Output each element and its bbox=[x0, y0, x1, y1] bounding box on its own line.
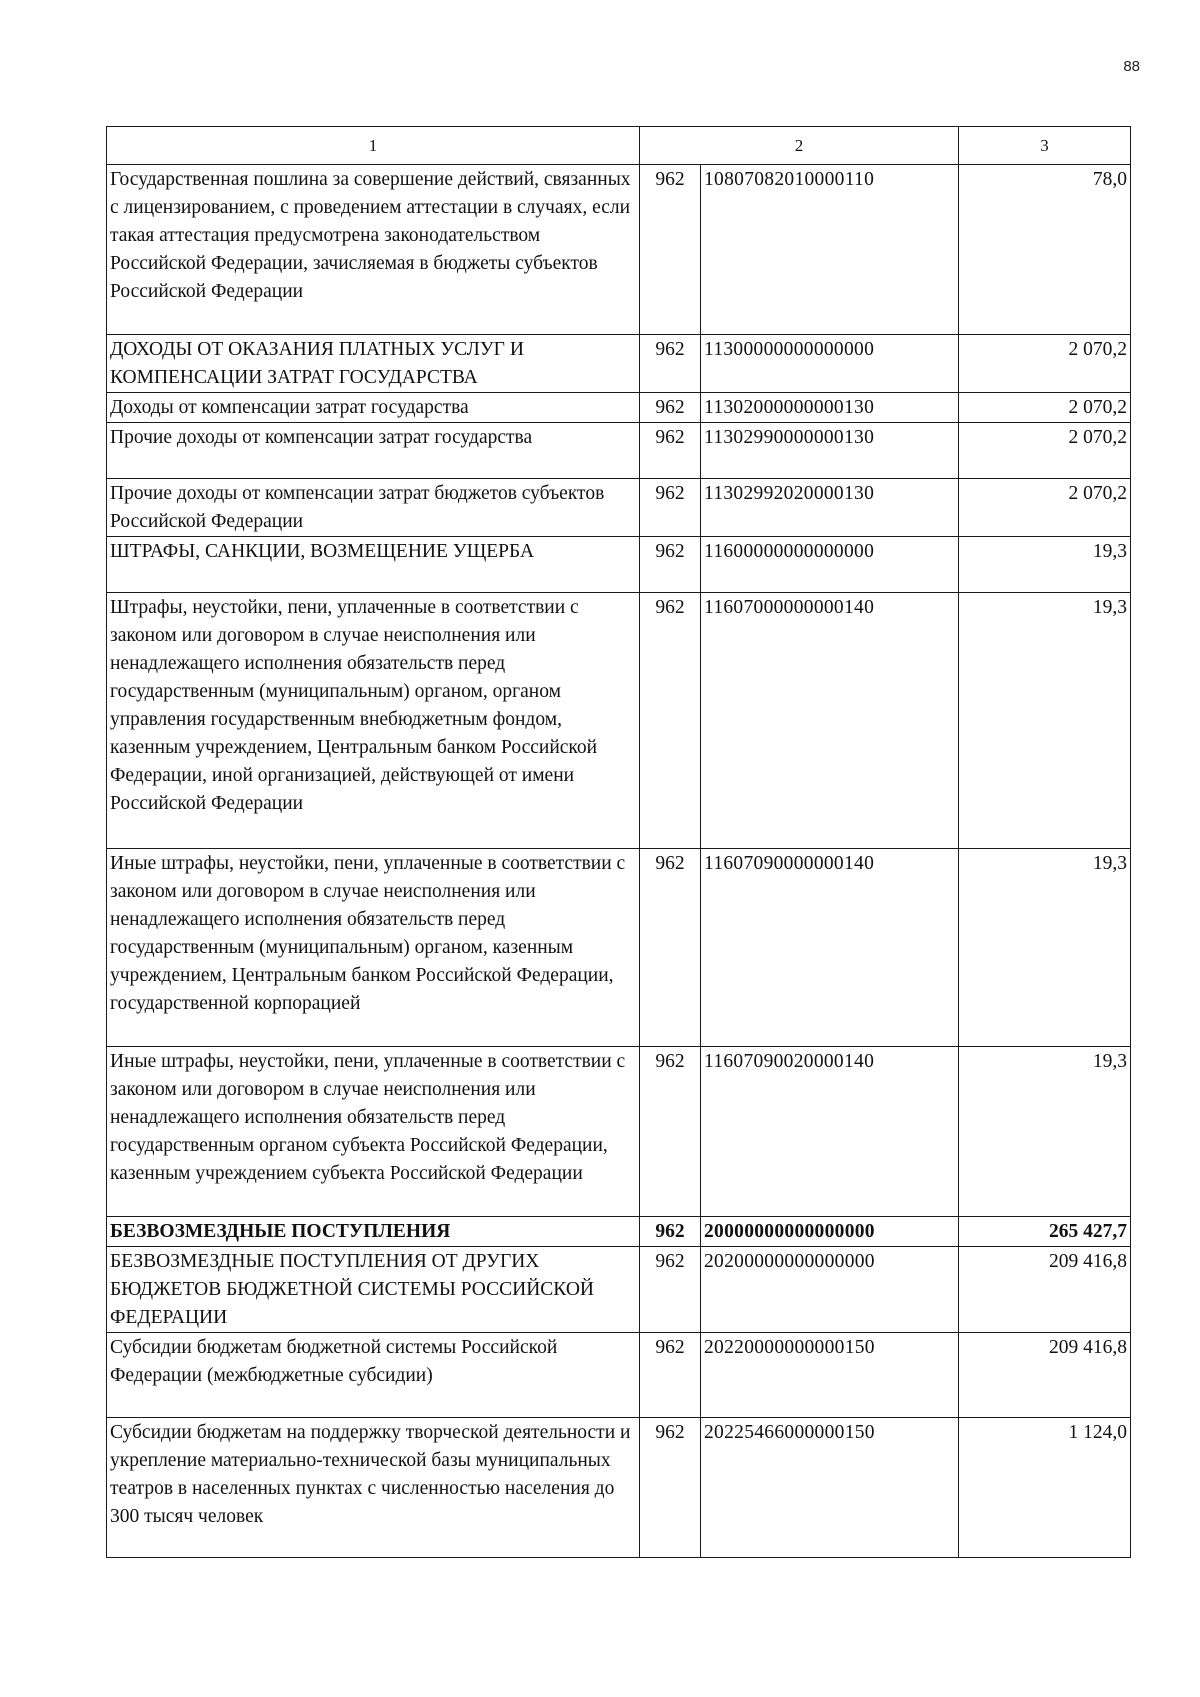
row-name: Прочие доходы от компенсации затрат бюджетов субъектов Российской Федерации bbox=[107, 479, 640, 537]
row-kbk-code: 11607090000000140 bbox=[701, 849, 959, 1047]
row-admin-code: 962 bbox=[640, 335, 701, 393]
row-kbk-code: 11607000000000140 bbox=[701, 593, 959, 849]
row-kbk-code: 11300000000000000 bbox=[701, 335, 959, 393]
row-name: ШТРАФЫ, САНКЦИИ, ВОЗМЕЩЕНИЕ УЩЕРБА bbox=[107, 537, 640, 593]
row-name: Прочие доходы от компенсации затрат государства bbox=[107, 423, 640, 479]
row-amount: 19,3 bbox=[959, 1047, 1131, 1217]
row-admin-code: 962 bbox=[640, 165, 701, 335]
header-col-3: 3 bbox=[959, 127, 1131, 165]
row-amount: 2 070,2 bbox=[959, 393, 1131, 423]
row-name: Государственная пошлина за совершение действий, связанных с лицензированием, с проведением аттестации в случаях, если такая аттестация предусмотрена законодательством Российской Федерации, зачисляемая в бюджеты субъектов Российской Федерации bbox=[107, 165, 640, 335]
row-kbk-code: 20000000000000000 bbox=[701, 1217, 959, 1247]
table-row bbox=[107, 165, 1131, 335]
row-name: БЕЗВОЗМЕЗДНЫЕ ПОСТУПЛЕНИЯ bbox=[107, 1217, 640, 1247]
row-admin-code: 962 bbox=[640, 537, 701, 593]
row-amount: 265 427,7 bbox=[959, 1217, 1131, 1247]
row-admin-code: 962 bbox=[640, 849, 701, 1047]
row-admin-code: 962 bbox=[640, 1333, 701, 1418]
row-amount: 2 070,2 bbox=[959, 423, 1131, 479]
row-admin-code: 962 bbox=[640, 1418, 701, 1558]
revenue-table bbox=[106, 126, 1131, 1558]
row-admin-code: 962 bbox=[640, 1217, 701, 1247]
row-name: Субсидии бюджетам на поддержку творческой деятельности и укрепление материально-технической базы муниципальных театров в населенных пунктах с численностью населения до 300 тысяч человек bbox=[107, 1418, 640, 1558]
table-row bbox=[107, 593, 1131, 849]
row-kbk-code: 20200000000000000 bbox=[701, 1247, 959, 1333]
row-name: Иные штрафы, неустойки, пени, уплаченные в соответствии с законом или договором в случае неисполнения или ненадлежащего исполнения обязательств перед государственным (муниципальным) органом, казенным учреждением, Центральным банком Российской Федерации, государственной корпорацией bbox=[107, 849, 640, 1047]
row-kbk-code: 11302990000000130 bbox=[701, 423, 959, 479]
row-kbk-code: 11600000000000000 bbox=[701, 537, 959, 593]
row-amount: 1 124,0 bbox=[959, 1418, 1131, 1558]
row-amount: 209 416,8 bbox=[959, 1333, 1131, 1418]
row-amount: 19,3 bbox=[959, 593, 1131, 849]
row-admin-code: 962 bbox=[640, 423, 701, 479]
row-amount: 2 070,2 bbox=[959, 335, 1131, 393]
row-admin-code: 962 bbox=[640, 593, 701, 849]
table-row bbox=[107, 393, 1131, 423]
row-name: Иные штрафы, неустойки, пени, уплаченные в соответствии с законом или договором в случае неисполнения или ненадлежащего исполнения обязательств перед государственным органом субъекта Российской Федерации, казенным учреждением субъекта Российской Федерации bbox=[107, 1047, 640, 1217]
row-kbk-code: 11302992020000130 bbox=[701, 479, 959, 537]
row-kbk-code: 11302000000000130 bbox=[701, 393, 959, 423]
table-row bbox=[107, 1047, 1131, 1217]
row-name: Субсидии бюджетам бюджетной системы Российской Федерации (межбюджетные субсидии) bbox=[107, 1333, 640, 1418]
row-name: Штрафы, неустойки, пени, уплаченные в соответствии с законом или договором в случае неисполнения или ненадлежащего исполнения обязательств перед государственным (муниципальным) органом, органом управления государственным внебюджетным фондом, казенным учреждением, Центральным банком Российской Федерации, иной организацией, действующей от имени Российской Федерации bbox=[107, 593, 640, 849]
row-admin-code: 962 bbox=[640, 479, 701, 537]
row-amount: 2 070,2 bbox=[959, 479, 1131, 537]
row-admin-code: 962 bbox=[640, 393, 701, 423]
row-kbk-code: 20220000000000150 bbox=[701, 1333, 959, 1418]
table-row bbox=[107, 1333, 1131, 1418]
table-row bbox=[107, 479, 1131, 537]
row-kbk-code: 11607090020000140 bbox=[701, 1047, 959, 1217]
row-kbk-code: 10807082010000110 bbox=[701, 165, 959, 335]
table-row bbox=[107, 335, 1131, 393]
row-amount: 19,3 bbox=[959, 849, 1131, 1047]
row-admin-code: 962 bbox=[640, 1047, 701, 1217]
header-col-2: 2 bbox=[640, 127, 959, 165]
row-name: БЕЗВОЗМЕЗДНЫЕ ПОСТУПЛЕНИЯ ОТ ДРУГИХ БЮДЖЕТОВ БЮДЖЕТНОЙ СИСТЕМЫ РОССИЙСКОЙ ФЕДЕРАЦИИ bbox=[107, 1247, 640, 1333]
header-col-1: 1 bbox=[107, 127, 640, 165]
row-amount: 209 416,8 bbox=[959, 1247, 1131, 1333]
page-number: 88 bbox=[1123, 58, 1140, 75]
row-kbk-code: 20225466000000150 bbox=[701, 1418, 959, 1558]
row-admin-code: 962 bbox=[640, 1247, 701, 1333]
row-amount: 19,3 bbox=[959, 537, 1131, 593]
table-row bbox=[107, 537, 1131, 593]
table-row bbox=[107, 423, 1131, 479]
table-row bbox=[107, 849, 1131, 1047]
table-header-row bbox=[107, 127, 1131, 165]
row-name: Доходы от компенсации затрат государства bbox=[107, 393, 640, 423]
table-row bbox=[107, 1247, 1131, 1333]
row-name: ДОХОДЫ ОТ ОКАЗАНИЯ ПЛАТНЫХ УСЛУГ И КОМПЕНСАЦИИ ЗАТРАТ ГОСУДАРСТВА bbox=[107, 335, 640, 393]
table-row bbox=[107, 1418, 1131, 1558]
row-amount: 78,0 bbox=[959, 165, 1131, 335]
table-row bbox=[107, 1217, 1131, 1247]
